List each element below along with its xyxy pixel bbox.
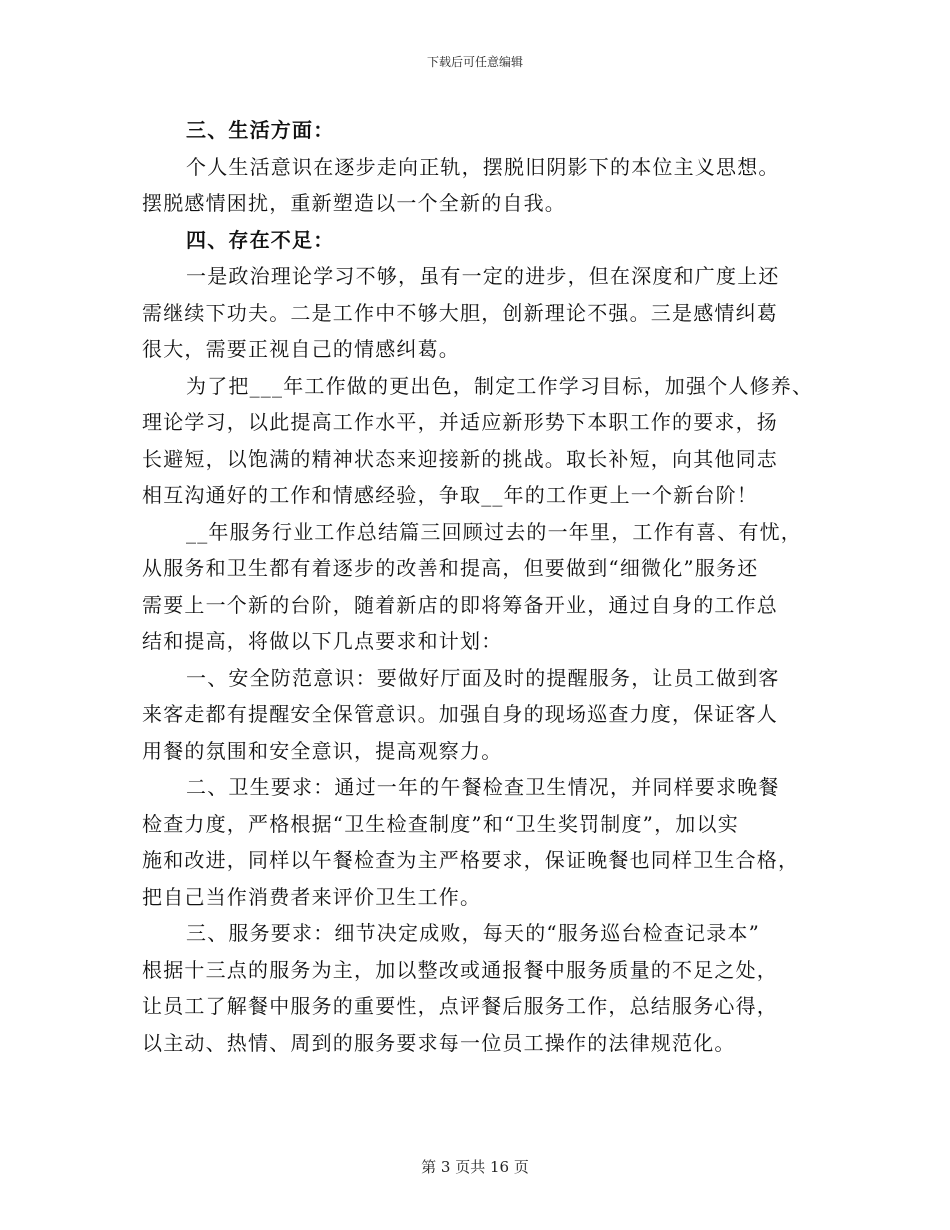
paragraph-line: 个人生活意识在逐步走向正轨，摆脱旧阴影下的本位主义思想。 [186,154,780,179]
paragraph-line: 为了把___年工作做的更出色，制定工作学习目标，加强个人修养、 [186,373,814,398]
paragraph-line: 一、安全防范意识：要做好厅面及时的提醒服务，让员工做到客 [186,665,780,690]
paragraph-line: 一是政治理论学习不够，虽有一定的进步，但在深度和广度上还 [186,264,780,288]
paragraph-line: 相互沟通好的工作和情感经验，争取__年的工作更上一个新台阶！ [142,483,758,507]
section-heading-shortcomings: 四、存在不足： [186,227,335,252]
paragraph-line: 需继续下功夫。二是工作中不够大胆，创新理论不强。三是感情纠葛 [142,300,778,325]
paragraph-line: 用餐的氛围和安全意识，提高观察力。 [142,738,503,763]
document-body [142,112,832,1061]
paragraph-line: 施和改进，同样以午餐检查为主严格要求，保证晚餐也同样卫生合格， [142,848,800,872]
paragraph-line: 把自己当作消费者来评价卫生工作。 [142,884,482,909]
paragraph-line: 来客走都有提醒安全保管意识。加强自身的现场巡查力度，保证客人 [142,702,778,726]
paragraph-line: 根据十三点的服务为主，加以整改或通报餐中服务质量的不足之处， [142,957,778,982]
page-number: 第 3 页共 16 页 [421,1158,529,1176]
paragraph-line: 长避短，以饱满的精神状态来迎接新的挑战。取长补短，向其他同志 [142,446,778,471]
paragraph-line: 三、服务要求：细节决定成败，每天的“服务巡台检查记录本” [186,921,761,945]
paragraph-line: 检查力度，严格根据“卫生检查制度”和“卫生奖罚制度”，加以实 [142,811,739,836]
paragraph-line: 让员工了解餐中服务的重要性，点评餐后服务工作，总结服务心得， [142,994,778,1018]
paragraph-line: 二、卫生要求：通过一年的午餐检查卫生情况，并同样要求晚餐 [186,775,780,799]
paragraph-line: 很大，需要正视自己的情感纠葛。 [142,337,460,361]
paragraph-line: 结和提高，将做以下几点要求和计划： [142,629,503,653]
paragraph-line: 从服务和卫生都有着逐步的改善和提高，但要做到“细微化”服务还 [142,556,759,580]
paragraph-line: 以主动、热情、周到的服务要求每一位员工操作的法律规范化。 [142,1030,736,1055]
paragraph-line: 需要上一个新的台阶，随着新店的即将筹备开业，通过自身的工作总 [142,592,778,617]
section-heading-life: 三、生活方面： [186,118,335,142]
paragraph-line: __年服务行业工作总结篇三回顾过去的一年里，工作有喜、有忧， [186,519,802,544]
paragraph-line: 摆脱感情困扰，重新塑造以一个全新的自我。 [142,191,566,215]
header-note: 下载后可任意编辑 [426,55,523,69]
paragraph-line: 理论学习，以此提高工作水平，并适应新形势下本职工作的要求，扬 [142,410,778,434]
